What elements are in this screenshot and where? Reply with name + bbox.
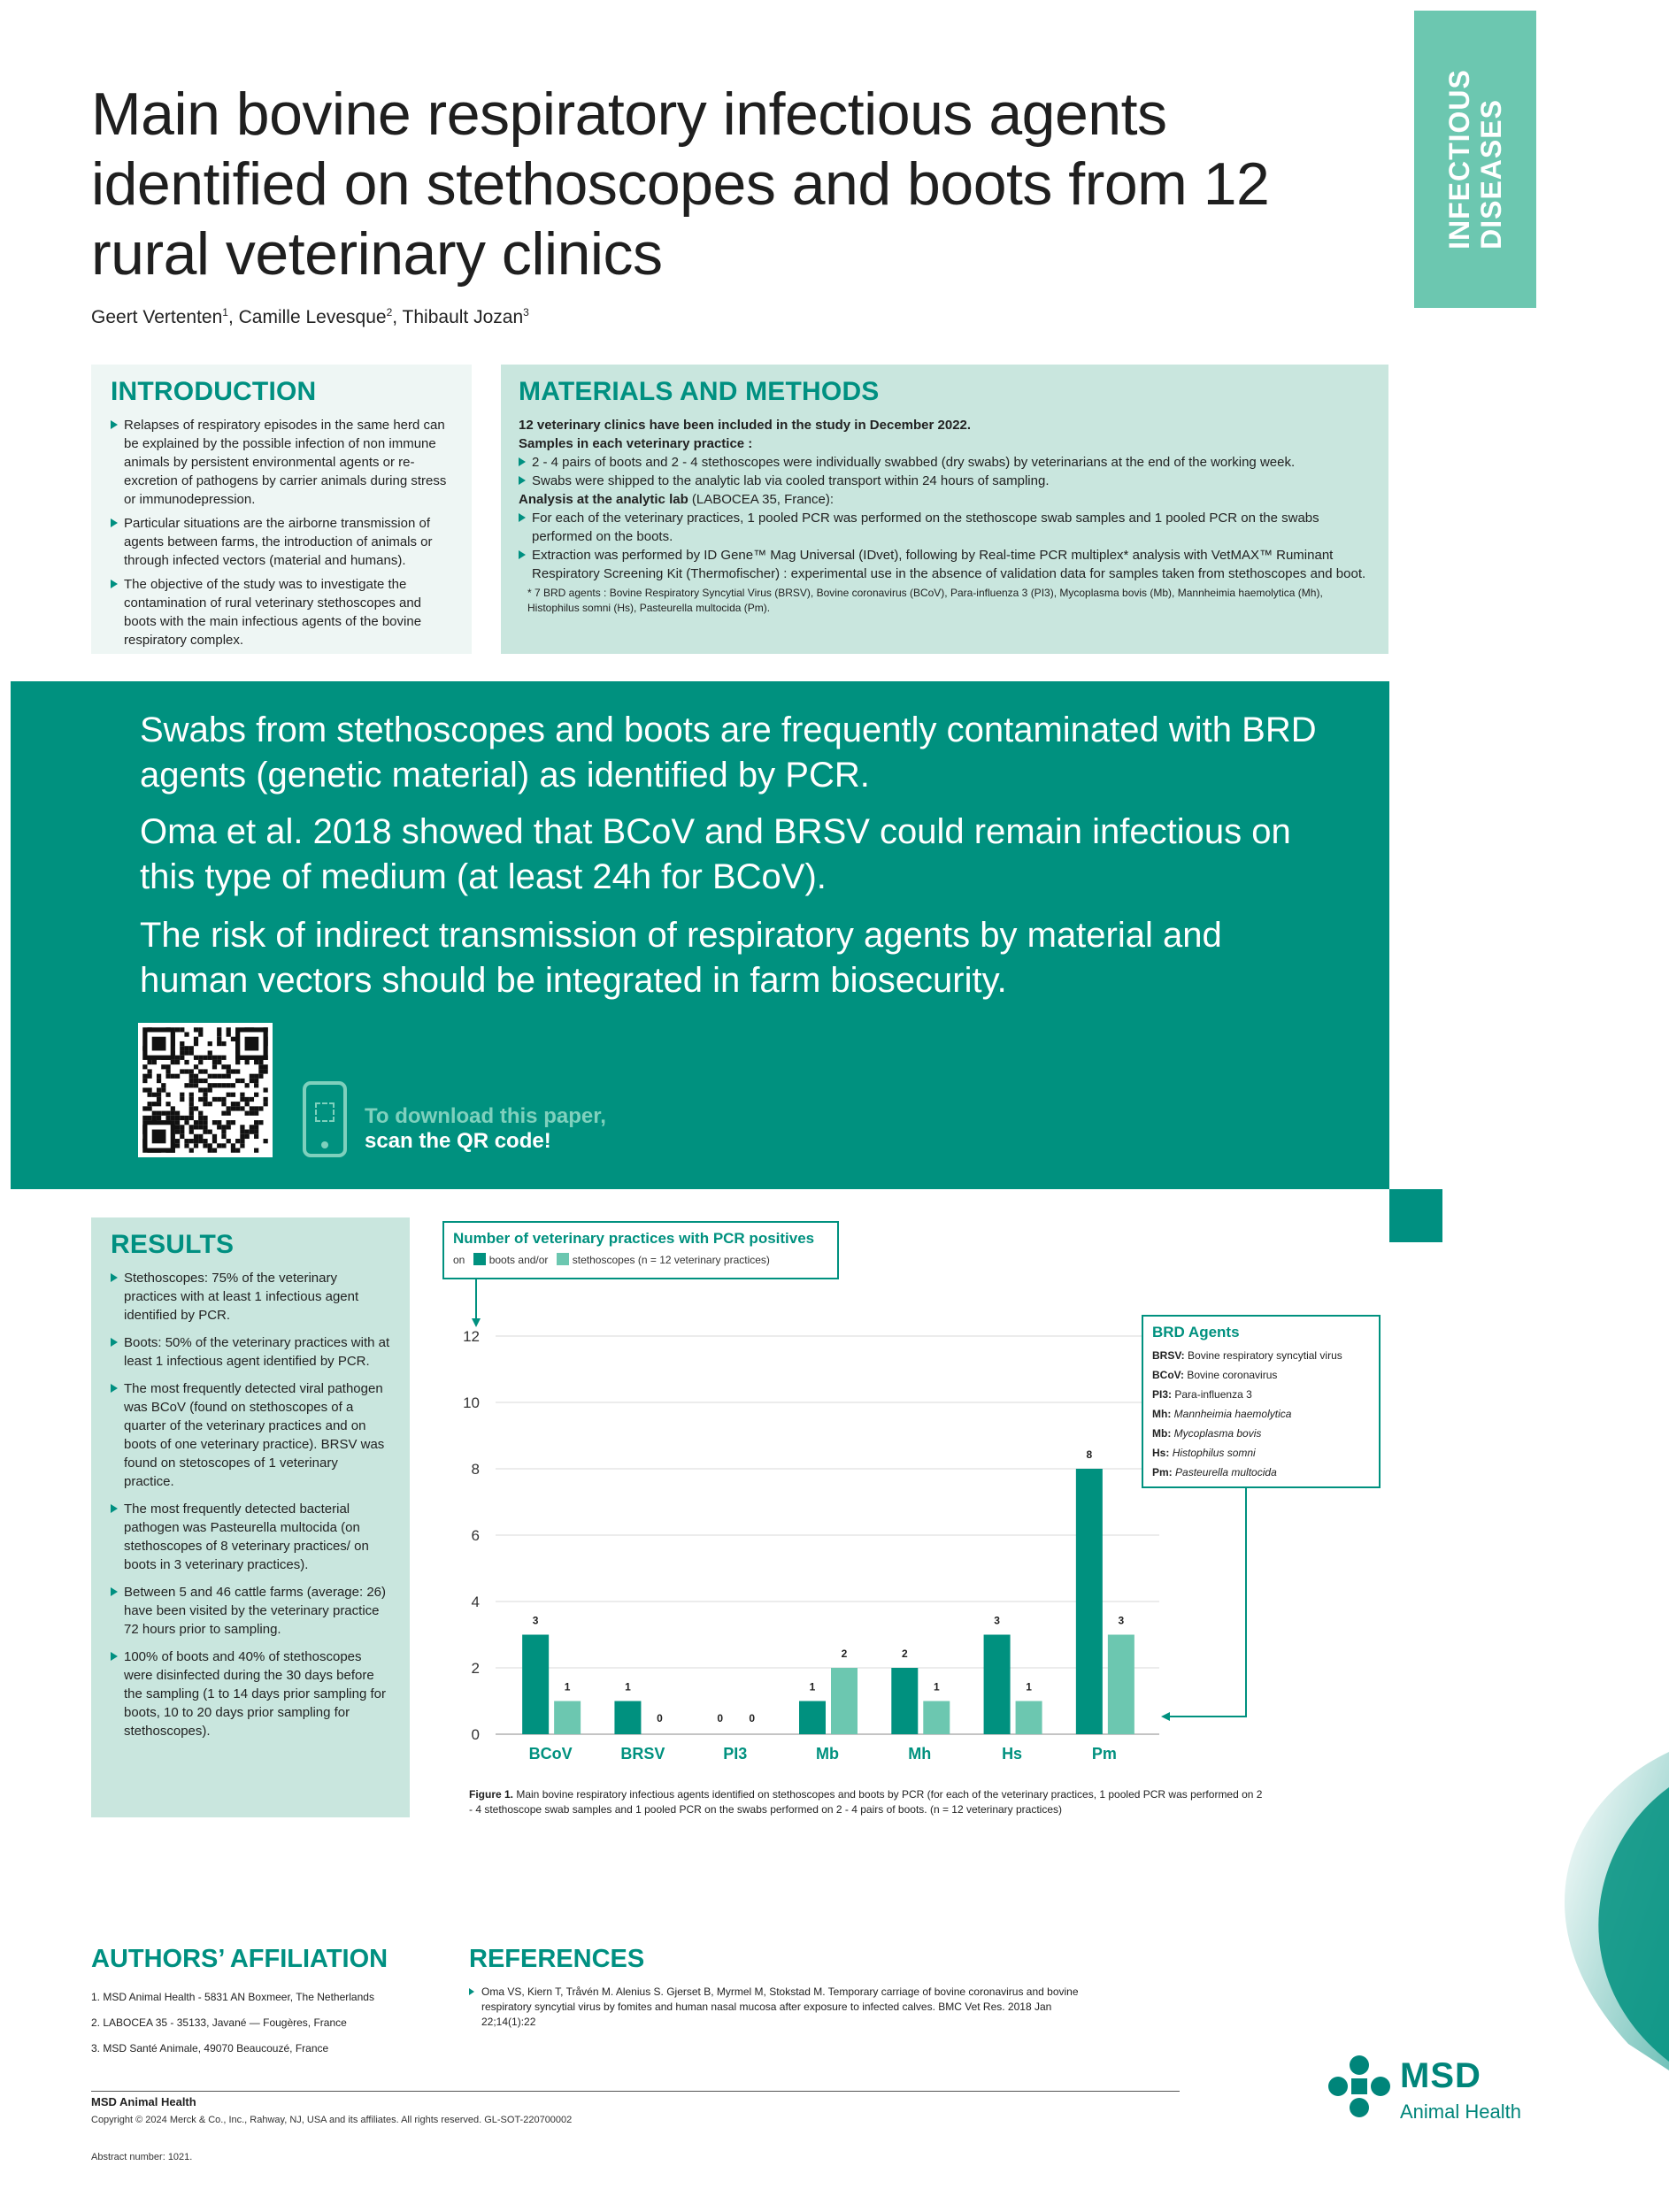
data-label: 1 [564,1680,571,1694]
list-item: Extraction was performed by ID Gene™ Mag Universal (IDvet), following by Real-time PCR multiplex* analysis with VetMAX™ Ruminant Respiratory Screening Kit (Thermofischer) : experimental use in the absence of validation data for samples taken from stethoscopes and boot. [519,546,1371,583]
brd-abbr: BRSV: [1152,1349,1185,1362]
figure-label: Figure 1. [469,1788,514,1801]
author-sup: 3 [523,306,529,319]
x-tick-label: Mb [816,1745,839,1763]
legend-label-stethoscopes: stethoscopes [572,1254,635,1266]
author-sup: 2 [386,306,393,319]
decorative-wave [1504,1752,1669,2212]
author-name: Camille Levesque [238,307,387,327]
connector-line [1168,1488,1246,1717]
download-prompt: To download this paper, [365,1104,606,1128]
brd-desc: Pasteurella multocida [1175,1466,1277,1479]
footer-copyright: Copyright © 2024 Merck & Co., Inc., Rahway, NJ, USA and its affiliates. All rights reserved. GL-SOT-220700002 [91,2115,573,2125]
list-item: Between 5 and 46 cattle farms (average: 26) have been visited by the veterinary practice 72 hours prior to sampling. [111,1583,390,1639]
footer-divider [91,2091,1180,2092]
data-label: 3 [994,1614,1000,1627]
list-item: Particular situations are the airborne transmission of agents between farms, the introduction of animals or through infected vectors (material and humans). [111,514,452,570]
list-item: Relapses of respiratory episodes in the same herd can be explained by the possible infection of non immune animals by persistent environmental agents or re-excretion of pathogens by carrier animals during stress or immunodepression. [111,416,452,509]
methods-intro: 12 veterinary clinics have been included in the study in December 2022. [519,418,972,433]
msd-logo-text: MSD [1400,2056,1481,2095]
data-label: 0 [749,1712,756,1724]
x-tick-label: Hs [1002,1745,1023,1763]
data-label: 1 [1026,1680,1032,1694]
abstract-number: Abstract number: 1021. [91,2152,193,2162]
data-label: 1 [625,1680,631,1694]
methods-heading: MATERIALS AND METHODS [519,377,880,406]
brd-agents-title: BRD Agents [1152,1324,1240,1340]
brd-desc: Mannheimia haemolytica [1173,1408,1292,1420]
data-label: 0 [717,1712,724,1724]
data-label: 3 [1118,1614,1125,1627]
affiliation-heading: AUTHORS’ AFFILIATION [91,1945,388,1973]
lab-heading-rest: (LABOCEA 35, France): [688,492,834,507]
arrow-head-icon [1161,1712,1170,1721]
results-heading: RESULTS [111,1230,235,1259]
brd-abbr: Mh: [1152,1408,1172,1420]
footer-brand: MSD Animal Health [91,2095,196,2108]
figure-caption [469,1787,1265,1817]
brd-desc: Para-influenza 3 [1174,1388,1252,1401]
data-label: 2 [841,1647,848,1660]
download-prompt-action: scan the QR code! [365,1129,551,1153]
list-item: Stethoscopes: 75% of the veterinary practices with at least 1 infectious agent identified by PCR. [111,1269,390,1325]
legend-prefix: on [453,1254,465,1266]
samples-heading: Samples in each veterinary practice : [519,436,753,451]
introduction-heading: INTRODUCTION [111,377,317,406]
y-tick-label: 8 [471,1461,480,1478]
data-label: 1 [809,1680,816,1694]
key-message-3: The risk of indirect transmission of respiratory agents by material and human vectors should be integrated in farm biosecurity. [140,916,1222,1000]
list-item: 2. LABOCEA 35 - 35133, Javané — Fougères, France [91,2016,347,2029]
x-tick-label: Pm [1091,1745,1117,1763]
figure-caption-text: Main bovine respiratory infectious agents identified on stethoscopes and boots by PCR (for each of the veterinary practices, 1 pooled PCR was performed on 2 - 4 stethoscope swab samples and 1 pooled PCR on the swabs performed on 2 - 4 pairs of boots. (n = 12 veterinary practices) [469,1788,1263,1816]
y-tick-label: 0 [471,1726,480,1743]
methods-footnote: * 7 BRD agents : Bovine Respiratory Syncytial Virus (BRSV), Bovine coronavirus (BCoV), Para-influenza 3 (PI3), Mycoplasma bovis (Mb), Mannheimia haemolytica (Mh), Histophilus somni (Hs), Pasteurella multocida (Pm). [527,587,1323,614]
data-label: 2 [901,1647,908,1660]
author-list: Geert Vertenten$^1$, Camille Levesque$^2$, Thibault Jozan$^3$ [91,306,529,327]
brd-desc: Bovine coronavirus [1187,1369,1278,1381]
y-tick-label: 6 [471,1527,480,1544]
author-name: Geert Vertenten [91,307,223,327]
legend-mid: and/or [518,1254,549,1266]
brd-abbr: Mb: [1152,1427,1172,1440]
x-tick-label: PI3 [723,1745,748,1763]
brd-desc: Histophilus somni [1172,1447,1256,1459]
reference-item: Oma VS, Kiern T, Tråvén M. Alenius S. Gjerset B, Myrmel M, Stokstad M. Temporary carriage of bovine coronavirus and bovine respiratory syncytial virus by fomites and human nasal mucosa after exposure to infected calves. BMC Vet Res. 2018 Jan 22;14(1):22 [469,1985,1106,2030]
category-tab-line2: DISEASES [1475,99,1507,250]
x-tick-label: BCoV [528,1745,573,1763]
legend-suffix: (n = 12 veterinary practices) [637,1254,770,1266]
brd-abbr: Pm: [1152,1466,1173,1479]
list-item: Boots: 50% of the veterinary practices with at least 1 infectious agent identified by PCR. [111,1333,390,1371]
author-name: Thibault Jozan [402,307,524,327]
lab-heading-bold: Analysis at the analytic lab [519,492,688,507]
brd-desc: Bovine respiratory syncytial virus [1188,1349,1342,1362]
key-message-1: Swabs from stethoscopes and boots are frequently contaminated with BRD agents (genetic material) as identified by PCR. [140,710,1317,795]
category-tab-line1: INFECTIOUS [1443,69,1475,250]
list-item: 1. MSD Animal Health - 5831 AN Boxmeer, The Netherlands [91,1991,374,2003]
list-item: 2 - 4 pairs of boots and 2 - 4 stethoscopes were individually swabbed (dry swabs) by veterinarians at the end of the working week. [519,453,1371,472]
arrow-head-icon [472,1318,481,1327]
msd-logo-subtext: Animal Health [1400,2101,1521,2123]
data-label: 1 [933,1680,940,1694]
poster-title: Main bovine respiratory infectious agents identified on stethoscopes and boots from 12 rural veterinary clinics [91,81,1270,288]
x-tick-label: BRSV [620,1745,665,1763]
brd-desc: Mycoplasma bovis [1173,1427,1262,1440]
affiliation-list [91,1985,374,2062]
y-tick-label: 4 [471,1594,480,1610]
data-label: 0 [657,1712,663,1724]
brd-abbr: BCoV: [1152,1369,1184,1381]
msd-logo [1327,2051,1557,2131]
data-label: 3 [532,1614,539,1627]
brd-abbr: PI3: [1152,1388,1173,1401]
y-tick-label: 2 [471,1660,480,1677]
references-heading: REFERENCES [469,1945,645,1973]
y-tick-label: 10 [463,1394,480,1411]
list-item: 3. MSD Santé Animale, 49070 Beaucouzé, France [91,2042,329,2055]
list-item: The most frequently detected viral pathogen was BCoV (found on stethoscopes of a quarter of the veterinary practices and on boots of one veterinary practice). BRSV was found on stetoscopes of 1 veterinary practice. [111,1379,390,1491]
chart-title: Number of veterinary practices with PCR positives [453,1230,815,1247]
list-item: Swabs were shipped to the analytic lab via cooled transport within 24 hours of sampling. [519,472,1371,490]
data-label: 8 [1086,1448,1093,1461]
msd-logo-icon [1327,2055,1391,2118]
author-sup: 1 [222,306,228,319]
key-message-2: Oma et al. 2018 showed that BCoV and BRSV could remain infectious on this type of medium (at least 24h for BCoV). [140,812,1291,896]
legend-label-boots: boots [488,1254,516,1266]
list-item: The objective of the study was to investigate the contamination of rural veterinary stethoscopes and boots with the main infectious agents of the bovine respiratory complex. [111,575,452,649]
x-tick-label: Mh [908,1745,932,1763]
list-item: The most frequently detected bacterial pathogen was Pasteurella multocida (on stethoscopes of 8 veterinary practices/ on boots in 3 veterinary practices). [111,1500,390,1574]
list-item: For each of the veterinary practices, 1 pooled PCR was performed on the stethoscope swab samples and 1 pooled PCR on the swabs performed on the boots. [519,509,1371,546]
list-item: 100% of boots and 40% of stethoscopes were disinfected during the 30 days before the sampling (1 to 14 days prior sampling for boots, 10 to 20 days prior sampling for stethoscopes). [111,1647,390,1740]
y-tick-label: 12 [463,1328,480,1345]
brd-abbr: Hs: [1152,1447,1170,1459]
